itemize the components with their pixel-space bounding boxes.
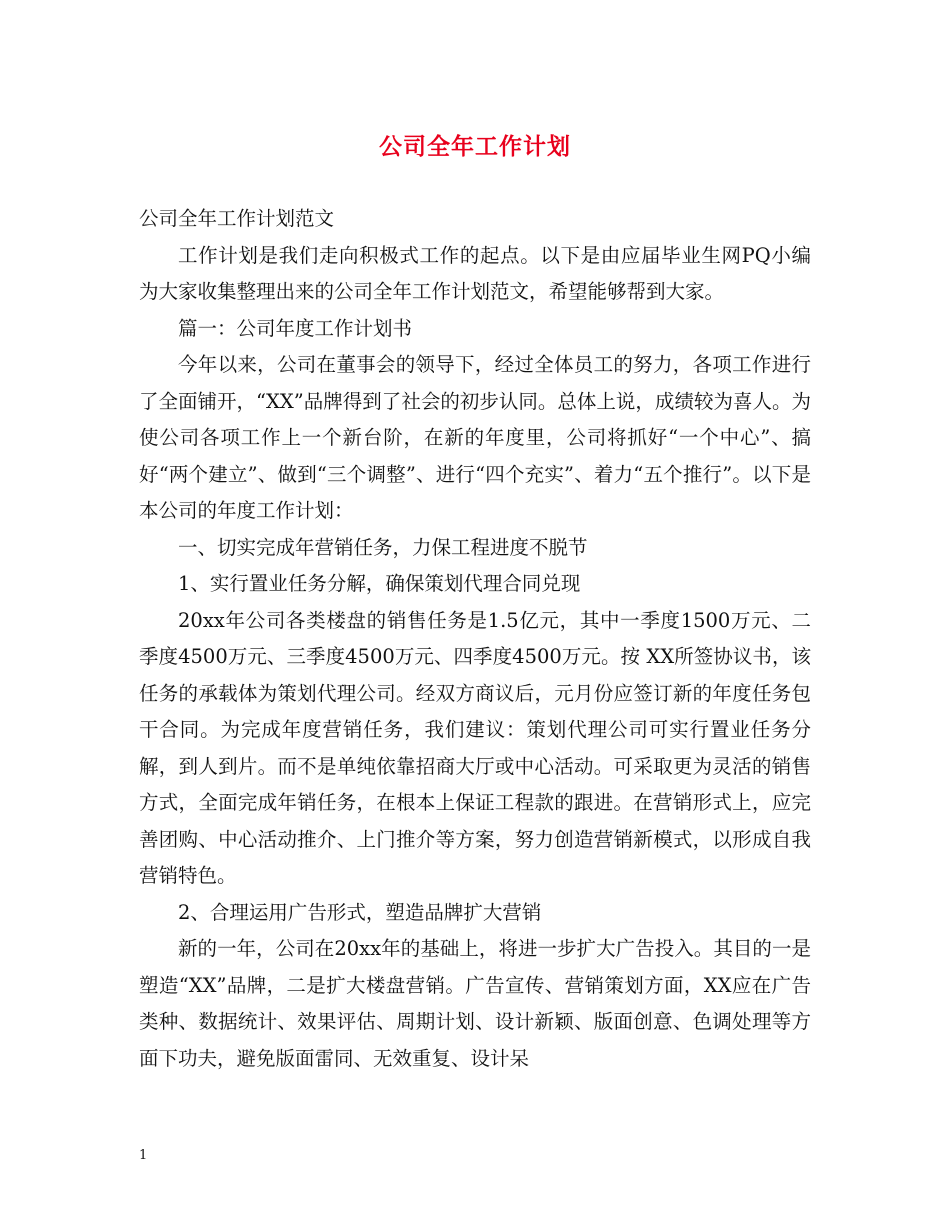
section-heading: 一、切实完成年营销任务，力保工程进度不脱节 [178, 535, 588, 559]
section-heading: 篇一：公司年度工作计划书 [178, 316, 413, 340]
document-body [139, 201, 811, 1077]
subtitle-paragraph: 公司全年工作计划范文 [139, 207, 335, 230]
subsection-heading: 2、合理运用广告形式，塑造品牌扩大营销 [178, 900, 542, 924]
page-number: 1 [139, 1148, 148, 1163]
body-paragraph: 新的一年，公司在20xx年的基础上，将进一步扩大广告投入。其目的一是塑造“XX”品牌，二是扩大楼盘营销。广告宣传、营销策划方面，XX应在广告类种、数据统计、效果评估、周期计划、设计新颖、版面创意、色调处理等方面下功夫，避免版面雷同、无效重复、设计呆 [139, 937, 811, 1070]
page-title: 公司全年工作计划 [379, 133, 571, 160]
subsection-heading: 1、实行置业任务分解，确保策划代理合同兑现 [178, 572, 581, 595]
body-paragraph: 今年以来，公司在董事会的领导下，经过全体员工的努力，各项工作进行了全面铺开，“XX”品牌得到了社会的初步认同。总体上说，成绩较为喜人。为使公司各项工作上一个新台阶，在新的年度里，公司将抓好“一个中心”、搞好“两个建立”、做到“三个调整”、进行“四个充实”、着力“五个推行”。以下是本公司的年度工作计划： [139, 353, 811, 522]
intro-paragraph: 工作计划是我们走向积极式工作的起点。以下是由应届毕业生网PQ小编为大家收集整理出来的公司全年工作计划范文，希望能够帮到大家。 [139, 243, 811, 303]
body-paragraph: 20xx年公司各类楼盘的销售任务是1.5亿元，其中一季度1500万元、二季度4500万元、三季度4500万元、四季度4500万元。按 XX所签协议书，该任务的承载体为策划代理公司。经双方商议后，元月份应签订新的年度任务包干合同。为完成年度营销任务，我们建议：策划代理公司可实行置业任务分解，到人到片。而不是单纯依靠招商大厅或中心活动。可采取更为灵活的销售方式，全面完成年销任务，在根本上保证工程款的跟进。在营销形式上，应完善团购、中心活动推介、上门推介等方案，努力创造营销新模式，以形成自我营销特色。 [139, 608, 811, 887]
